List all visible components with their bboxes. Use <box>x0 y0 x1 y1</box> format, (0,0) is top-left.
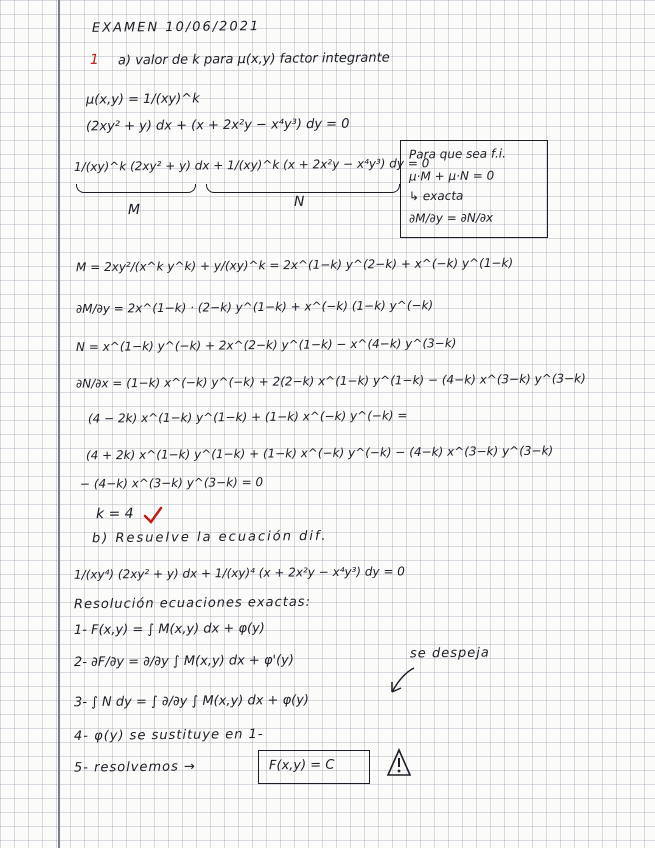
label-m: M <box>127 201 141 219</box>
part-a-title: a) valor de k para μ(x,y) factor integrante <box>117 50 390 69</box>
part-b-title: b) Resuelve la ecuación dif. <box>91 528 328 547</box>
step-2: 2- ∂F/∂y = ∂/∂y ∫ M(x,y) dx + φ'(y) <box>73 652 294 671</box>
label-n: N <box>293 193 305 211</box>
m-expansion: M = 2xy²/(x^k y^k) + y/(xy)^k = 2x^(1−k) y^(2−k) + x^(−k) y^(1−k) <box>75 255 514 275</box>
k-result: k = 4 <box>95 505 134 523</box>
problem-number: 1 <box>89 51 100 69</box>
curved-arrow-icon <box>384 664 418 698</box>
substituted-equation: 1/(xy⁴) (2xy² + y) dx + 1/(xy)⁴ (x + 2x²y − x⁴y³) dy = 0 <box>73 564 405 582</box>
n-expansion: N = x^(1−k) y^(−k) + 2x^(2−k) y^(1−k) − x^(4−k) y^(3−k) <box>75 336 457 354</box>
exactness-condition-box <box>400 140 548 238</box>
step-1: 1- F(x,y) = ∫ M(x,y) dx + φ(y) <box>73 621 265 638</box>
brace-m <box>76 184 196 193</box>
result-box <box>258 750 370 784</box>
margin-line <box>58 0 60 848</box>
condition-line-3: ↳ exacta <box>408 188 464 204</box>
differential-equation: (2xy² + y) dx + (x + 2x²y − x⁴y³) dy = 0 <box>85 116 350 135</box>
condition-line-1: Para que sea f.i. <box>408 146 506 162</box>
condition-line-4: ∂M/∂y = ∂N/∂x <box>408 210 494 226</box>
brace-n <box>206 184 400 193</box>
step-4: 4- φ(y) se sustituye en 1- <box>73 727 264 744</box>
result-equation: F(x,y) = C <box>268 757 335 774</box>
dn-dx: ∂N/∂x = (1−k) x^(−k) y^(−k) + 2(2−k) x^(1−k) y^(1−k) − (4−k) x^(3−k) y^(3−k) <box>75 371 586 391</box>
exam-header: EXAMEN 10/06/2021 <box>91 19 261 36</box>
equality-left: (4 − 2k) x^(1−k) y^(1−k) + (1−k) x^(−k) y^(−k) = <box>87 408 408 426</box>
dm-dy: ∂M/∂y = 2x^(1−k) · (2−k) y^(1−k) + x^(−k) (1−k) y^(−k) <box>75 298 434 316</box>
equality-remainder: − (4−k) x^(3−k) y^(3−k) = 0 <box>79 475 264 491</box>
condition-line-2: μ·M + μ·N = 0 <box>408 168 495 184</box>
warning-icon <box>386 748 412 778</box>
checkmark-icon <box>142 504 164 526</box>
multiplied-equation: 1/(xy)^k (2xy² + y) dx + 1/(xy)^k (x + 2x²y − x⁴y³) dy = 0 <box>73 156 430 174</box>
integrating-factor-definition: μ(x,y) = 1/(xy)^k <box>85 91 200 108</box>
exact-method-heading: Resolución ecuaciones exactas: <box>73 594 311 613</box>
equality-right: (4 + 2k) x^(1−k) y^(1−k) + (1−k) x^(−k) y^(−k) − (4−k) x^(3−k) y^(3−k) <box>85 443 554 463</box>
despeja-note: se despeja <box>409 645 490 662</box>
step-3: 3- ∫ N dy = ∫ ∂/∂y ∫ M(x,y) dx + φ(y) <box>73 692 310 711</box>
step-5: 5- resolvemos → <box>73 759 196 776</box>
